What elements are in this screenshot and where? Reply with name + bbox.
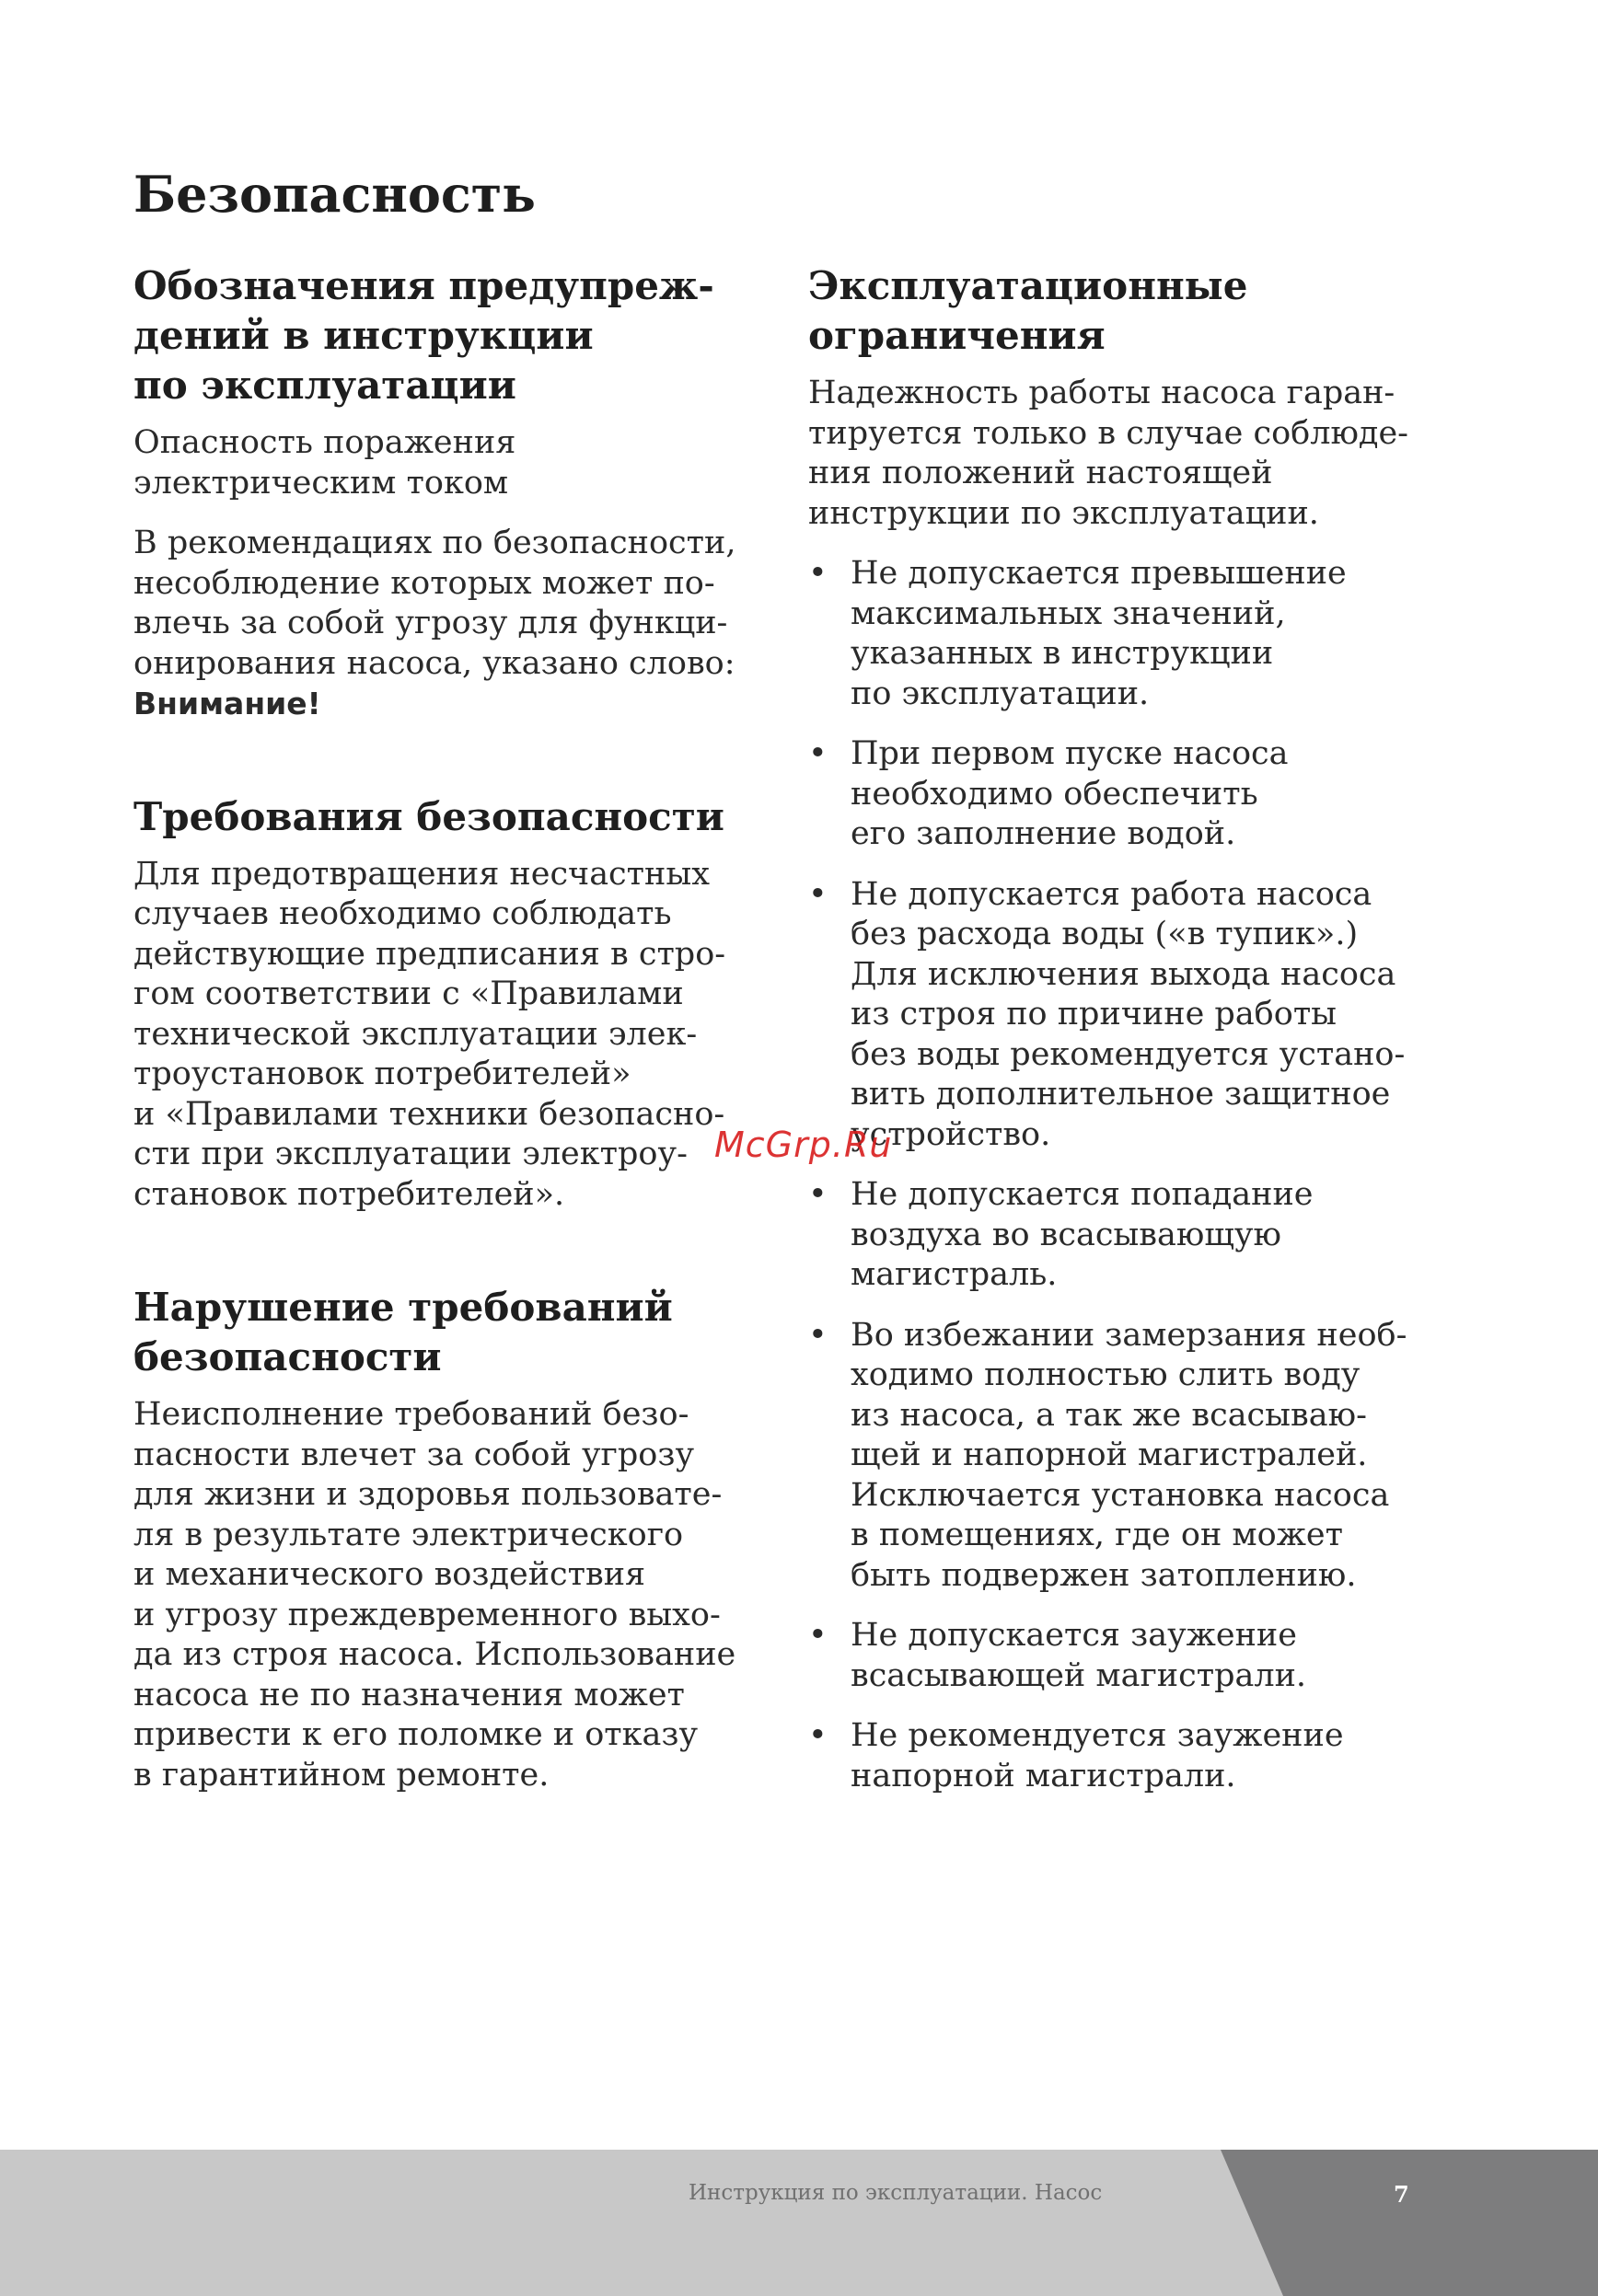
list-item	[808, 734, 1434, 855]
section-heading-warnings: Обозначения предупреж- дений в инструкции по эксплуатации	[133, 263, 714, 408]
warning-notice-text: В рекомендациях по безопасности, несоблюдение которых может по- влечь за собой угрозу для функци- онирования насоса, указано слово:	[133, 525, 736, 682]
list-item-text: Не рекомендуется заужение напорной магистрали.	[851, 1717, 1344, 1794]
list-item	[808, 554, 1434, 714]
list-item	[808, 1616, 1434, 1696]
section-operating-limits	[808, 261, 1434, 1796]
bullet-icon: •	[808, 1617, 828, 1654]
bullet-icon: •	[808, 1717, 828, 1754]
warning-word: Внимание!	[133, 686, 321, 721]
list-item	[808, 1316, 1434, 1597]
page-title: Безопасность	[133, 165, 536, 224]
bullet-icon: •	[808, 875, 828, 913]
section-heading-violation: Нарушение требований безопасности	[133, 1285, 673, 1379]
list-item-text: Не допускается заужение всасывающей магистрали.	[851, 1617, 1307, 1694]
footer-page-tab	[1221, 2150, 1598, 2296]
list-item-text: Не допускается превышение максимальных значений, указанных в инструкции по эксплуатации.	[851, 555, 1347, 712]
bullet-icon: •	[808, 735, 828, 772]
paragraph-electric-shock: Опасность поражения электрическим током	[133, 424, 516, 502]
limits-list	[808, 554, 1434, 1796]
list-item-text: Не допускается работа насоса без расхода воды («в тупик».) Для исключения выхода насоса из строя по причине работы без воды рекомендуется устано- вить дополнительное защитное устройство.	[851, 875, 1406, 1153]
section-safety-violation	[133, 1283, 741, 1795]
list-item-text: Во избежании замерзания необ- ходимо полностью слить воду из насоса, а так же всасываю- щей и напорной магистралей. Исключается установка насоса в помещениях, где он может быть подвержен затоплению.	[851, 1316, 1407, 1594]
paragraph-warning-notice	[133, 524, 741, 724]
bullet-icon: •	[808, 1316, 828, 1354]
paragraph-requirements: Для предотвращения несчастных случаев необходимо соблюдать действующие предписания в стро- гом соответствии с «Правилами технической эксплуатации элек- троустановок потребителей» и «Правилами техники безопасно- сти при эксплуатации электроу- становок потребителей».	[133, 855, 726, 1213]
left-column	[133, 261, 741, 1863]
page-number: 7	[1394, 2181, 1409, 2208]
watermark: McGrp.Ru	[714, 1125, 893, 1165]
section-safety-requirements	[133, 792, 741, 1216]
paragraph-limits-intro: Надежность работы насоса гаран- тируется только в случае соблюде- ния положений настоящей инструкции по эксплуатации.	[808, 375, 1409, 532]
list-item	[808, 1716, 1434, 1796]
section-heading-requirements: Требования безопасности	[133, 793, 724, 839]
section-heading-limits: Эксплуатационные ограничения	[808, 263, 1248, 358]
list-item	[808, 875, 1434, 1156]
right-column	[808, 261, 1434, 1864]
bullet-icon: •	[808, 555, 828, 592]
section-warning-symbols	[133, 261, 741, 724]
paragraph-violation: Неисполнение требований безо- пасности влечет за собой угрозу для жизни и здоровья пользовате- ля в результате электрического и механического воздействия и угрозу преждевременного выхо- да из строя насоса. Использование насоса не по назначения может привести к его поломке и отказу в гарантийном ремонте.	[133, 1396, 736, 1794]
bullet-icon: •	[808, 1176, 828, 1213]
list-item-text: При первом пуске насоса необходимо обеспечить его заполнение водой.	[851, 735, 1289, 852]
footer-document-title: Инструкция по эксплуатации. Насос	[689, 2181, 1103, 2205]
list-item-text: Не допускается попадание воздуха во всасывающую магистраль.	[851, 1176, 1314, 1293]
list-item	[808, 1175, 1434, 1296]
